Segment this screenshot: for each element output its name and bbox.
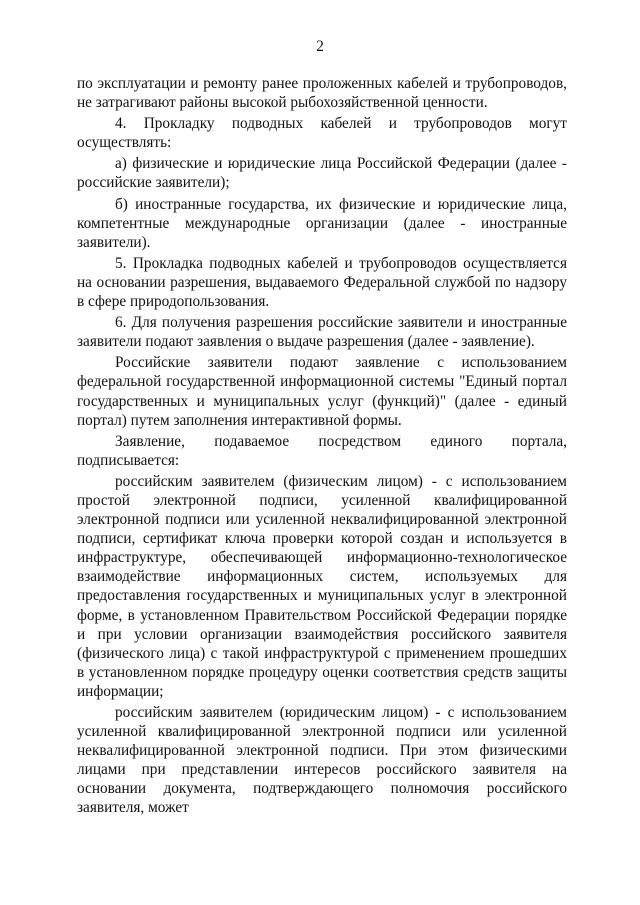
paragraph-russian-applicants: Российские заявители подают заявление с использованием федеральной государственной информационной системы "Единый портал государственных и муниципальных услуг (функций)" (далее - единый портал) путем заполнения интерактивной формы. xyxy=(77,354,567,429)
paragraph-item-6: 6. Для получения разрешения российские заявители и иностранные заявители подают заявления о выдаче разрешения (далее - заявление). xyxy=(77,314,567,351)
paragraph-legal-entity-signature: российским заявителем (юридическим лицом) - с использованием усиленной квалифицированной электронной подписи или усиленной неквалифицированной электронной подписи. При этом физическими лицами при представлении интересов российского заявителя на основании документа, подтверждающего полномочия российского заявителя, может xyxy=(77,704,567,817)
paragraph-application-signed: Заявление, подаваемое посредством единого портала, подписывается: xyxy=(77,432,567,469)
paragraph-item-4b: б) иностранные государства, их физические и юридические лица, компетентные международные организации (далее - иностранные заявители). xyxy=(77,195,567,251)
paragraph-individual-signature: российским заявителем (физическим лицом) - с использованием простой электронной подписи, усиленной квалифицированной электронной подписи или усиленной неквалифицированной электронной подписи, сертификат ключа проверки которой создан и используется в инфраструктуре, обеспечивающей информационно-технологическое взаимодействие информационных систем, используемых для предоставления государственных и муниципальных услуг в электронной форме, в установленном Правительством Российской Федерации порядке и при условии организации взаимодействия российского заявителя (физического лица) с такой инфраструктурой с применением прошедших в установленном порядке процедуру оценки соответствия средств защиты информации; xyxy=(77,472,567,700)
paragraph-item-5: 5. Прокладка подводных кабелей и трубопроводов осуществляется на основании разрешения, выдаваемого Федеральной службой по надзору в сфере природопользования. xyxy=(77,254,567,311)
paragraph-continuation: по эксплуатации и ремонту ранее проложенных кабелей и трубопроводов, не затрагивают районы высокой рыбохозяйственной ценности. xyxy=(77,75,567,112)
paragraph-item-4a: а) физические и юридические лица Российской Федерации (далее - российские заявители); xyxy=(77,155,567,192)
document-body xyxy=(77,74,567,818)
paragraph-item-4: 4. Прокладку подводных кабелей и трубопроводов могут осуществлять: xyxy=(77,115,567,152)
page-number: 2 xyxy=(316,38,324,55)
